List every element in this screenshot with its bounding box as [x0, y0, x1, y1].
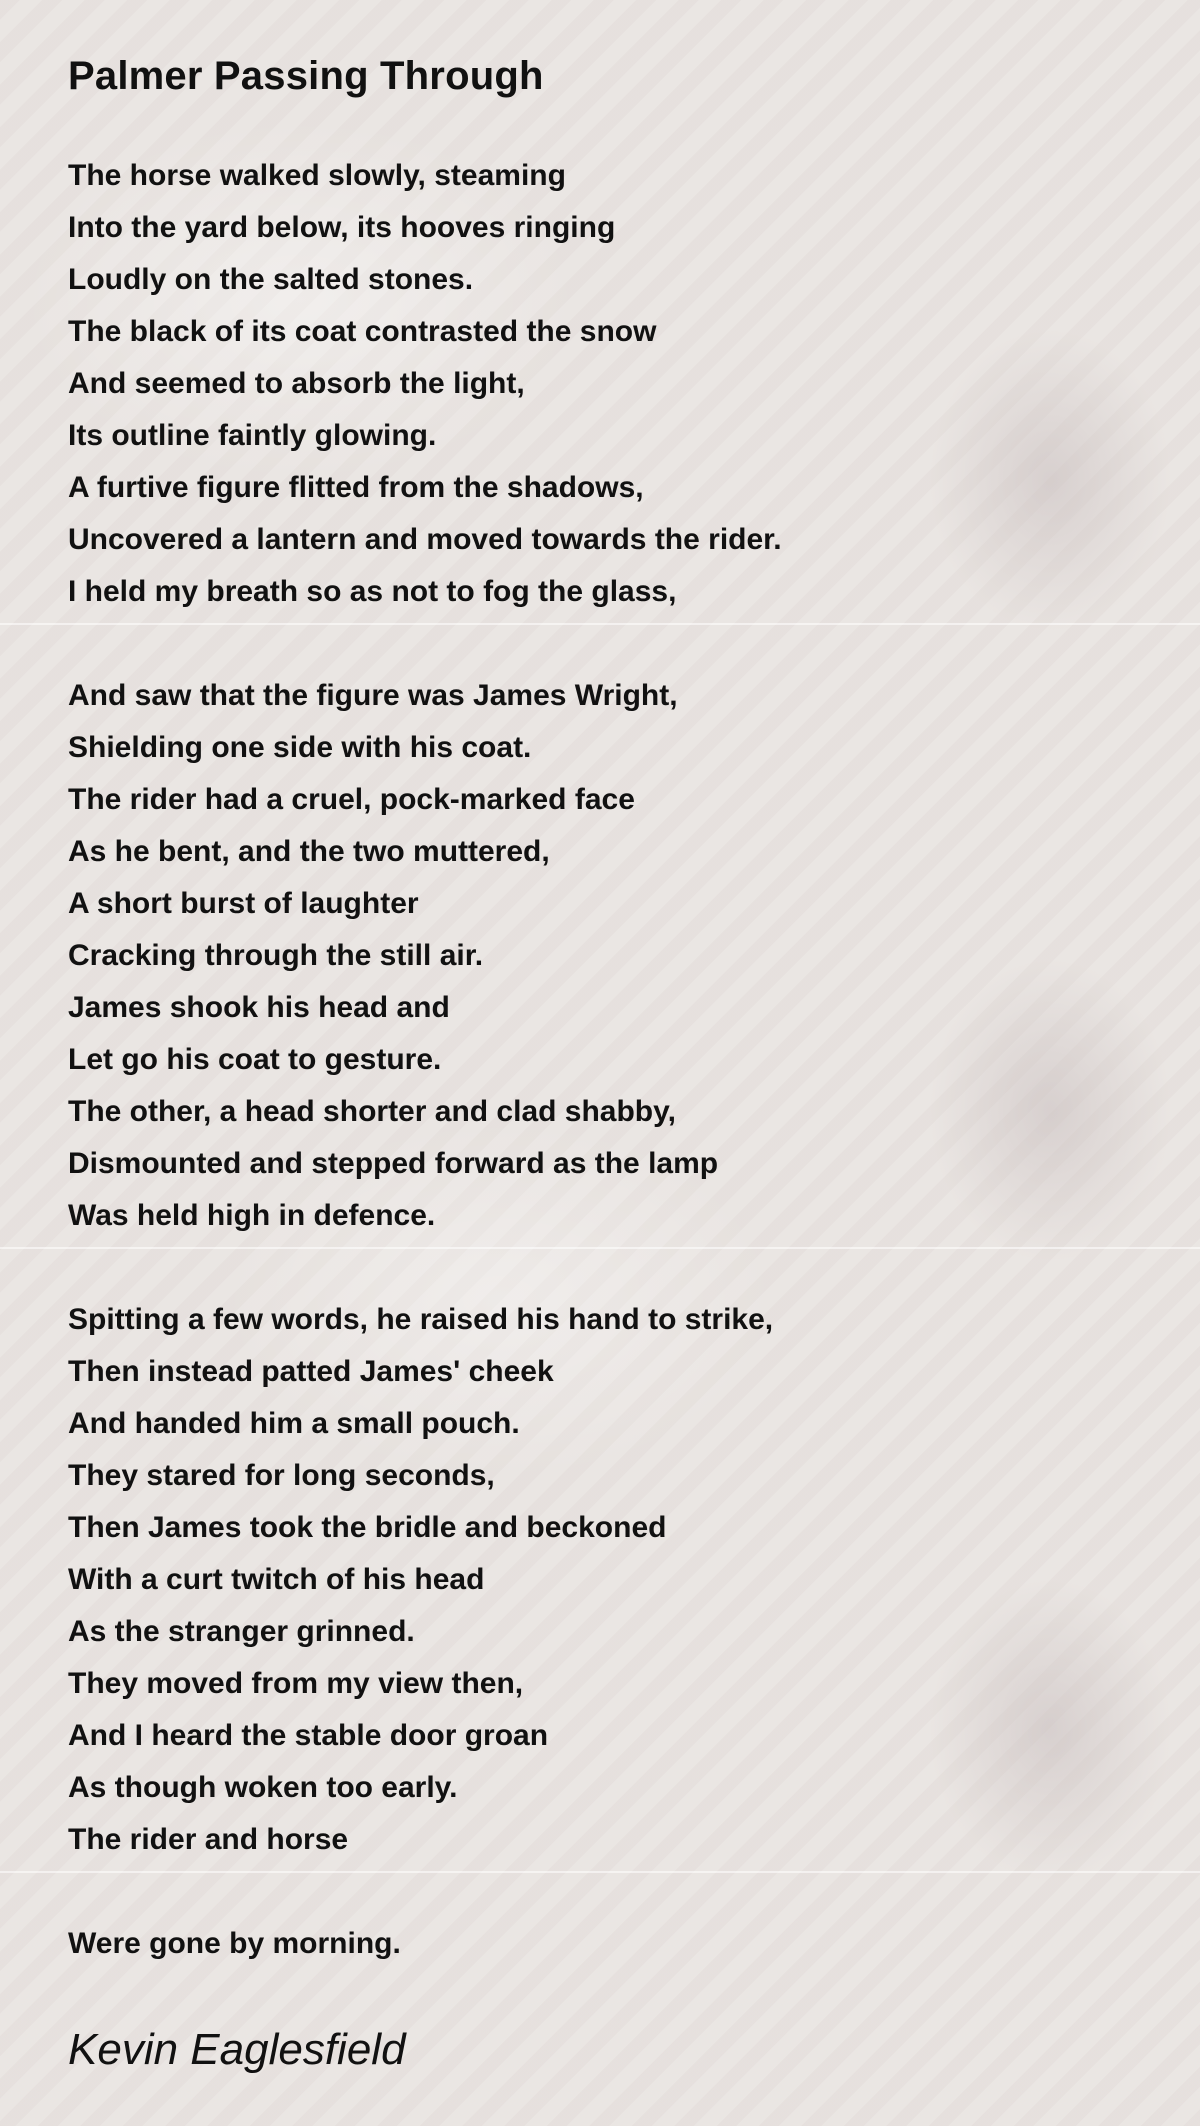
poem-line: The rider had a cruel, pock-marked face: [68, 783, 635, 816]
poem-line: Uncovered a lantern and moved towards the rider.: [68, 523, 782, 556]
poem-line: And saw that the figure was James Wright,: [68, 679, 678, 712]
poem-line: As the stranger grinned.: [68, 1615, 415, 1648]
poem-line: Were gone by morning.: [68, 1927, 401, 1960]
poem-line: They moved from my view then,: [68, 1667, 524, 1700]
poem-line: Was held high in defence.: [68, 1199, 436, 1232]
poem-line: Then James took the bridle and beckoned: [68, 1511, 667, 1544]
poem-line: The rider and horse: [68, 1823, 349, 1856]
stanza-break: [68, 1866, 1128, 1918]
poem-line: A short burst of laughter: [68, 887, 419, 920]
stanza-break: [68, 1242, 1128, 1294]
poem-line: And handed him a small pouch.: [68, 1407, 520, 1440]
poem-line: Dismounted and stepped forward as the lamp: [68, 1147, 719, 1180]
stanza: [68, 1918, 1128, 1970]
poem-line: As though woken too early.: [68, 1771, 458, 1804]
poem-line: And I heard the stable door groan: [68, 1719, 549, 1752]
poem-line: A furtive figure flitted from the shadows,: [68, 471, 644, 504]
stanza-break: [68, 618, 1128, 670]
poem-title: Palmer Passing Through: [68, 54, 544, 98]
poem-line: James shook his head and: [68, 991, 450, 1024]
poem-line: Into the yard below, its hooves ringing: [68, 211, 616, 244]
poem-line: The other, a head shorter and clad shabby,: [68, 1095, 676, 1128]
stanza: [68, 670, 1128, 1242]
poem-line: I held my breath so as not to fog the glass,: [68, 575, 677, 608]
poem-line: Cracking through the still air.: [68, 939, 484, 972]
poem-line: Then instead patted James' cheek: [68, 1355, 554, 1388]
poem-line: And seemed to absorb the light,: [68, 367, 525, 400]
poem-line: They stared for long seconds,: [68, 1459, 495, 1492]
poem-line: As he bent, and the two muttered,: [68, 835, 550, 868]
poem-line: With a curt twitch of his head: [68, 1563, 485, 1596]
poem-line: Spitting a few words, he raised his hand to strike,: [68, 1303, 774, 1336]
poem-line: Loudly on the salted stones.: [68, 263, 474, 296]
stanza: [68, 150, 1128, 618]
poem-line: The black of its coat contrasted the snow: [68, 315, 657, 348]
poem-body: [68, 150, 1128, 1970]
poem-line: Shielding one side with his coat.: [68, 731, 532, 764]
poem-line: Its outline faintly glowing.: [68, 419, 437, 452]
stanza: [68, 1294, 1128, 1866]
poem-line: The horse walked slowly, steaming: [68, 159, 566, 192]
poem-author: Kevin Eaglesfield: [68, 2025, 406, 2074]
poem-line: Let go his coat to gesture.: [68, 1043, 442, 1076]
